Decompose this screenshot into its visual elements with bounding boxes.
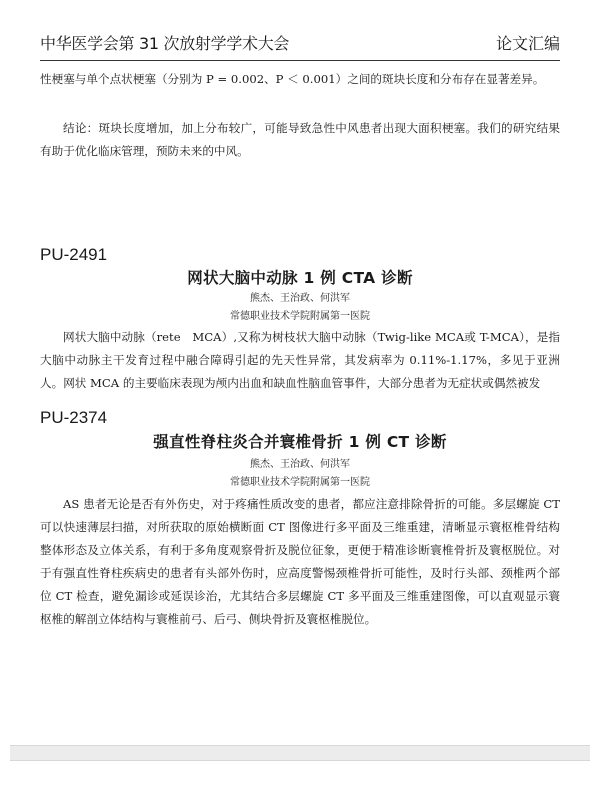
article-affiliation-pu2491: 常德职业技术学院附属第一医院 [230, 311, 370, 322]
article-authors-pu2491: 熊杰、王治政、何洪军 [250, 293, 350, 304]
article-title-pu2374: 强直性脊柱炎合并寰椎骨折 1 例 CT 诊断 [153, 433, 447, 451]
article-authors-pu2374: 熊杰、王治政、何洪军 [250, 459, 350, 470]
article-body-pu2374: AS 患者无论是否有外伤史，对于疼痛性质改变的患者，都应注意排除骨折的可能。多层螺旋 CT 可以快速薄层扫描，对所获取的原始横断面 CT 图像进行多平面及三维重建，清晰显示寰枢椎骨结构整体形态及立体关系，有利于多角度观察骨折及脱位征象，更便于精准诊断寰椎骨折及寰枢脱位。对于有强直性脊柱疾病史的患者有头部外伤时，应高度警惕颈椎骨折可能性，及时行头部、颈椎两个部位 CT 检查，避免漏诊或延误诊治，尤其结合多层螺旋 CT 多平面及三维重建图像，可以直观显示寰枢椎的解剖立体结构与寰椎前弓、后弓、侧块骨折及寰枢椎脱位。 [40, 497, 560, 626]
conclusion-paragraph: 结论：斑块长度增加，加上分布较广，可能导致急性中风患者出现大面积梗塞。我们的研究结果有助于优化临床管理，预防未来的中风。 [40, 121, 560, 158]
conference-title: 中华医学会第 31 次放射学学术大会 [40, 34, 290, 53]
article-code-pu2374: PU-2374 [40, 408, 108, 427]
article-body-pu2491: 网状大脑中动脉（rete MCA）,又称为树枝状大脑中动脉（Twig-like MCA或 T-MCA），是指大脑中动脉主干发育过程中融合障碍引起的先天性异常，其发病率为 0.11%-1.17%，多见于亚洲人。网状 MCA 的主要临床表现为颅内出血和缺血性脑血管事件，大部分患者为无症状或偶然被发 [40, 330, 560, 390]
collection-label: 论文汇编 [495, 34, 560, 53]
page-header [40, 30, 560, 61]
results-paragraph-tail: 性梗塞与单个点状梗塞（分别为 P = 0.002、P ＜ 0.001）之间的斑块长度和分布存在显著差异。 [40, 72, 545, 86]
article-title-pu2491: 网状大脑中动脉 1 例 CTA 诊断 [187, 269, 413, 287]
viewer-bottom-bar [10, 745, 590, 761]
article-affiliation-pu2374: 常德职业技术学院附属第一医院 [230, 477, 370, 488]
article-code-pu2491: PU-2491 [40, 245, 108, 264]
